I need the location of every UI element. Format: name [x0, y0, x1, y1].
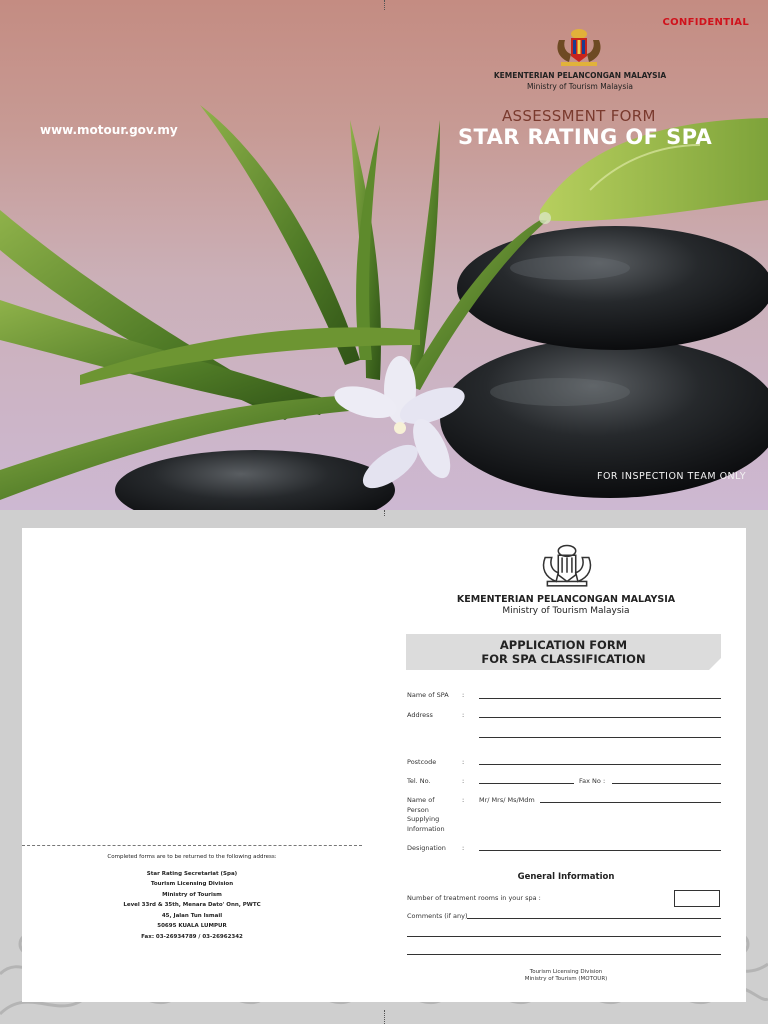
cover-title: STAR RATING OF SPA: [458, 125, 713, 149]
address-line: 45, Jalan Tun Ismail: [161, 912, 223, 919]
fax-label: Fax No :: [579, 777, 606, 785]
colon: :: [462, 758, 465, 766]
ministry-name-malay: KEMENTERIAN PELANCONGAN MALAYSIA: [456, 594, 676, 605]
rooms-input-box[interactable]: [674, 890, 720, 907]
general-information-heading: General Information: [517, 872, 615, 882]
name-of-spa-label: Name of SPA: [407, 691, 449, 699]
address-line: Ministry of Tourism: [162, 891, 222, 898]
person-label: [407, 796, 445, 834]
name-of-spa-field[interactable]: [479, 698, 721, 699]
back-page: [0, 510, 768, 1024]
person-name-field[interactable]: [540, 802, 721, 803]
coat-of-arms-icon: [551, 24, 607, 68]
address-line: Star Rating Secretariat (Spa): [146, 870, 238, 877]
comments-field-line-1[interactable]: [467, 918, 721, 919]
inspection-note: FOR INSPECTION TEAM ONLY: [596, 471, 746, 482]
ministry-name-english: Ministry of Tourism Malaysia: [527, 82, 633, 91]
confidential-label: CONFIDENTIAL: [662, 17, 749, 28]
form-title: [406, 638, 721, 666]
fax-field[interactable]: [612, 783, 721, 784]
ministry-name-english: Ministry of Tourism Malaysia: [502, 606, 630, 616]
address-line: 50695 KUALA LUMPUR: [157, 923, 227, 929]
address-label: Address: [407, 711, 433, 719]
designation-field[interactable]: [479, 850, 721, 851]
return-note: Completed forms are to be returned to the following address:: [107, 854, 277, 860]
form-title-line-1: APPLICATION FORM: [499, 638, 628, 652]
address-line: Level 33rd & 35th, Menara Dato' Onn, PWTC: [123, 902, 261, 908]
postcode-field[interactable]: [479, 764, 721, 765]
tel-label: Tel. No.: [407, 777, 431, 785]
colon: :: [462, 777, 465, 785]
footer-line: Tourism Licensing Division: [529, 969, 603, 975]
colon: :: [462, 844, 465, 852]
person-label-line: Name of: [407, 796, 435, 804]
designation-label: Designation: [407, 844, 446, 852]
form-footer: [406, 969, 726, 983]
address-line: Tourism Licensing Division: [150, 881, 234, 887]
postcode-label: Postcode: [407, 758, 437, 766]
comments-field-line-3[interactable]: [407, 954, 721, 955]
colon: :: [462, 691, 465, 699]
ministry-name-malay: KEMENTERIAN PELANCONGAN MALAYSIA: [493, 71, 667, 80]
colon: :: [462, 796, 465, 804]
crop-mark: [384, 510, 386, 516]
footer-line: Ministry of Tourism (MOTOUR): [524, 976, 608, 982]
tel-field[interactable]: [479, 783, 574, 784]
crop-mark: [384, 1010, 386, 1024]
form-title-line-2: FOR SPA CLASSIFICATION: [481, 652, 646, 666]
person-label-line: Supplying: [407, 815, 440, 823]
colon: :: [462, 711, 465, 719]
address-field-line-2[interactable]: [479, 737, 721, 738]
rooms-label: Number of treatment rooms in your spa :: [407, 894, 541, 902]
cover-page: [0, 0, 768, 510]
comments-field-line-2[interactable]: [407, 936, 721, 937]
fold-line: [22, 845, 362, 846]
comments-label: Comments (if any): [407, 912, 468, 920]
person-prefix: Mr/ Mrs/ Ms/Mdm: [479, 796, 535, 804]
person-label-line: Person: [407, 805, 429, 814]
crop-mark: [384, 0, 386, 10]
form-type-label: ASSESSMENT FORM: [502, 107, 656, 125]
return-address-block: [22, 852, 362, 942]
address-line: Fax: 03-26934789 / 03-26962342: [141, 933, 243, 940]
coat-of-arms-icon: [536, 540, 598, 588]
address-field-line-1[interactable]: [479, 717, 721, 718]
person-label-line: Information: [407, 824, 445, 833]
website-link[interactable]: www.motour.gov.my: [40, 123, 178, 137]
